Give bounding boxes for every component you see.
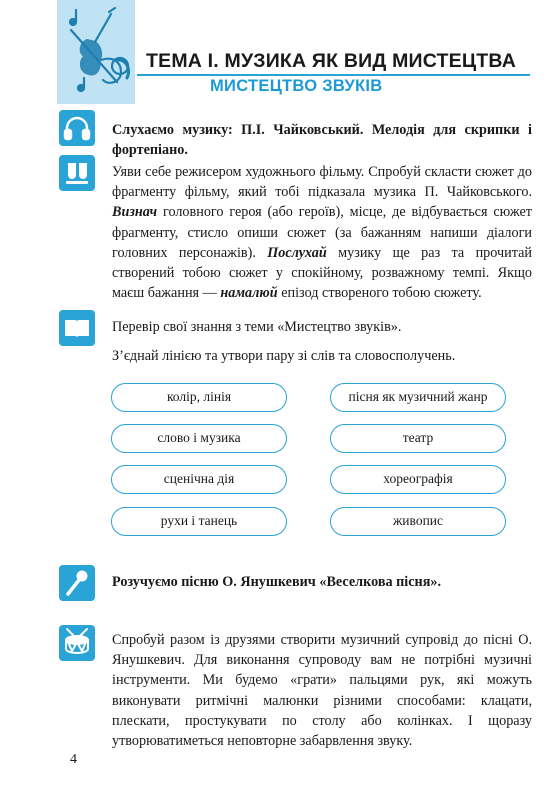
pair-left-2[interactable]: слово і музика: [111, 424, 287, 453]
check-line-2: З’єднай лінією та утвори пару зі слів та словосполучень.: [112, 348, 456, 364]
book-icon: [59, 310, 95, 346]
section-title: МИСТЕЦТВО ЗВУКІВ: [210, 77, 383, 95]
task-text-1: Уяви себе режисером художнього фільму. Спробуй скласти сюжет до фрагменту фільму, який тобі підказала музика П. Чайковського.: [112, 164, 532, 201]
theater-masks-icon: [59, 155, 95, 191]
pair-right-1[interactable]: пісня як музичний жанр: [330, 383, 506, 412]
music-instruments-icon: [57, 0, 135, 104]
accompaniment-paragraph: Спробуй разом із друзями створити музичний супровід до пісні О. Янушкевич. Для виконання супроводу вам не потрібні музичні інструменти. Ми будемо «грати» пальцями рук, які можуть виконувати ритмічні малюнки різними способами: клацати, плескати, простукувати по столу або колінках. І щоразу утворюватиметься неповторне забарвлення звуку.: [112, 632, 532, 750]
task-text-2: головного героя (або героїв), місце, де відбувається сюжет фрагменту, стисло опиши сюжет (за бажанням напиши діалоги головних персонажів).: [112, 204, 533, 261]
pair-left-3[interactable]: сценічна дія: [111, 465, 287, 494]
pair-left-1[interactable]: колір, лінія: [111, 383, 287, 412]
chapter-title: ТЕМА І. МУЗИКА ЯК ВИД МИСТЕЦТВА: [146, 50, 516, 72]
pair-right-4[interactable]: живопис: [330, 507, 506, 536]
task-keyword-draw: намалюй: [220, 285, 278, 302]
drum-icon: [59, 625, 95, 661]
microphone-icon: [59, 565, 95, 601]
listen-title: Слухаємо музику: П.І. Чайковський. Мелодія для скрипки і фортепіано.: [112, 122, 532, 159]
pair-right-3[interactable]: хореографія: [330, 465, 506, 494]
header-divider: [137, 74, 530, 76]
task-keyword-listen: Послухай: [267, 244, 327, 261]
task-paragraph: [112, 162, 532, 303]
pair-left-4[interactable]: рухи і танець: [111, 507, 287, 536]
chapter-emblem: [57, 0, 135, 104]
check-line-1: Перевір свої знання з теми «Мистецтво звуків».: [112, 319, 402, 335]
song-title: Розучуємо пісню О. Янушкевич «Веселкова пісня».: [112, 574, 442, 590]
task-text-3: музику ще раз та прочитай створений тобою сюжет у спокійному, розважному темпі. Якщо маєш бажання —: [112, 244, 532, 302]
task-keyword-define: Визнач: [112, 204, 158, 221]
pair-right-2[interactable]: театр: [330, 424, 506, 453]
page-number: 4: [70, 752, 77, 767]
headphones-icon: [59, 110, 95, 146]
task-text-4: епізод створеного тобою сюжету.: [281, 285, 482, 302]
